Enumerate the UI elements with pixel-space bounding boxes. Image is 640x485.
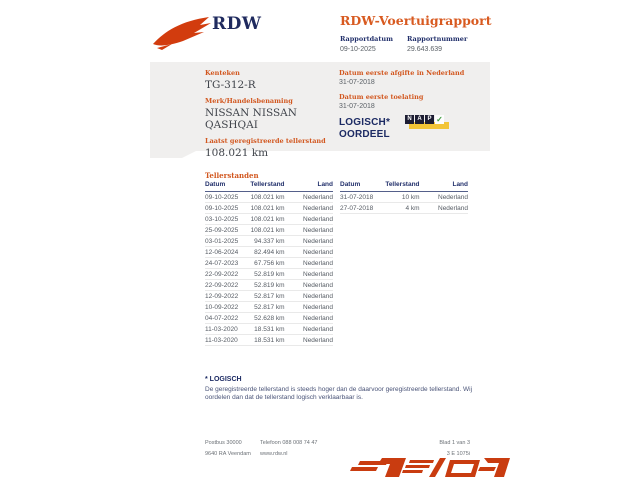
nap-check-icon: ✓ — [436, 115, 443, 124]
cell-tellerstand: 108.021 km — [243, 192, 298, 203]
rdw-speedlines-graphic-icon — [348, 454, 518, 479]
cell-datum: 22-09-2022 — [205, 269, 243, 280]
cell-land: Nederland — [299, 269, 333, 280]
cell-land: Nederland — [434, 192, 468, 203]
cell-datum: 09-10-2025 — [205, 192, 243, 203]
merk-line2: QASHQAI — [205, 119, 258, 131]
report-meta — [340, 35, 467, 53]
cell-datum: 31-07-2018 — [340, 192, 378, 203]
cell-tellerstand: 108.021 km — [243, 203, 298, 214]
nap-letter-n: N — [405, 115, 414, 124]
table-row — [205, 214, 333, 225]
cell-tellerstand: 67.756 km — [243, 258, 298, 269]
nap-letter-p: P — [425, 115, 434, 124]
tellerstanden-table-left — [205, 181, 333, 346]
report-date-value: 09-10-2025 — [340, 46, 376, 53]
table-row — [205, 203, 333, 214]
table-row — [205, 291, 333, 302]
cell-land: Nederland — [299, 214, 333, 225]
table-row — [205, 236, 333, 247]
cell-land: Nederland — [299, 291, 333, 302]
col-header-datum: Datum — [205, 181, 243, 192]
page-title: RDW-Voertuigrapport — [340, 13, 492, 28]
nap-logo — [405, 115, 449, 131]
cell-datum: 10-09-2022 — [205, 302, 243, 313]
nap-letter-a: A — [415, 115, 424, 124]
brand-wordmark: RDW — [212, 14, 262, 34]
cell-land: Nederland — [299, 203, 333, 214]
toelating-value: 31-07-2018 — [339, 103, 375, 110]
cell-tellerstand: 18.531 km — [243, 335, 298, 346]
table-row — [205, 335, 333, 346]
cell-tellerstand: 52.817 km — [243, 302, 298, 313]
report-date-label: Rapportdatum — [340, 35, 393, 43]
table-row — [205, 313, 333, 324]
cell-datum: 03-10-2025 — [205, 214, 243, 225]
table-row — [205, 280, 333, 291]
footer-website-link[interactable]: www.rdw.nl — [260, 451, 288, 457]
cell-tellerstand: 52.819 km — [243, 280, 298, 291]
rdw-logo-icon — [150, 12, 214, 54]
kenteken-label: Kenteken — [205, 69, 240, 77]
cell-datum: 03-01-2025 — [205, 236, 243, 247]
cell-tellerstand: 52.817 km — [243, 291, 298, 302]
afgifte-label: Datum eerste afgifte in Nederland — [339, 69, 465, 77]
table-row — [205, 247, 333, 258]
kenteken-value: TG-312-R — [205, 79, 256, 91]
table-row — [340, 192, 468, 203]
laatst-tellerstand-label: Laatst geregistreerde tellerstand — [205, 137, 326, 145]
nap-letter-row — [405, 115, 445, 124]
cell-datum: 24-07-2023 — [205, 258, 243, 269]
table-row — [205, 225, 333, 236]
cell-land: Nederland — [299, 302, 333, 313]
cell-tellerstand: 4 km — [378, 203, 433, 214]
footer-address-line2: 9640 RA Veendam — [205, 451, 251, 457]
table-row — [205, 269, 333, 280]
cell-land: Nederland — [299, 247, 333, 258]
cell-land: Nederland — [299, 313, 333, 324]
cell-tellerstand: 82.494 km — [243, 247, 298, 258]
footnote-body: De geregistreerde tellerstand is steeds hoger dan de daarvoor geregistreerde tellerstand. Wij oordelen dan dat de tellerstand logisch verklaarbaar is. — [205, 386, 473, 401]
col-header-tellerstand: Tellerstand — [378, 181, 433, 192]
cell-datum: 27-07-2018 — [340, 203, 378, 214]
report-number-label: Rapportnummer — [406, 35, 468, 43]
col-header-datum: Datum — [340, 181, 378, 192]
footer-address-line1: Postbus 30000 — [205, 440, 242, 446]
report-date-field — [340, 35, 393, 53]
merk-line1: NISSAN NISSAN — [205, 107, 297, 119]
report-number-value: 29.643.639 — [406, 46, 443, 53]
oordeel-line1: LOGISCH* — [339, 117, 391, 128]
cell-tellerstand: 108.021 km — [243, 225, 298, 236]
table-row — [205, 192, 333, 203]
afgifte-value: 31-07-2018 — [339, 79, 375, 86]
summary-left-column — [205, 69, 335, 165]
report-number-field — [407, 35, 467, 53]
tellerstanden-section-title: Tellerstanden — [205, 171, 259, 180]
cell-land: Nederland — [299, 236, 333, 247]
cell-tellerstand: 10 km — [378, 192, 433, 203]
cell-land: Nederland — [299, 258, 333, 269]
cell-datum: 11-03-2020 — [205, 324, 243, 335]
cell-datum: 12-09-2022 — [205, 291, 243, 302]
cell-land: Nederland — [434, 203, 468, 214]
merk-value — [205, 107, 335, 131]
col-header-tellerstand: Tellerstand — [243, 181, 298, 192]
cell-tellerstand: 18.531 km — [243, 324, 298, 335]
footer-phone: Telefoon 088 008 74 47 — [260, 440, 318, 446]
table-header-row — [340, 181, 468, 192]
cell-datum: 09-10-2025 — [205, 203, 243, 214]
cell-tellerstand: 52.628 km — [243, 313, 298, 324]
logisch-footnote — [205, 376, 490, 402]
col-header-land: Land — [434, 181, 468, 192]
footer-address — [205, 438, 260, 460]
cell-land: Nederland — [299, 335, 333, 346]
cell-datum: 12-06-2024 — [205, 247, 243, 258]
col-header-land: Land — [299, 181, 333, 192]
cell-datum: 22-09-2022 — [205, 280, 243, 291]
table-row — [205, 258, 333, 269]
table-row — [205, 324, 333, 335]
cell-land: Nederland — [299, 324, 333, 335]
cell-datum: 04-07-2022 — [205, 313, 243, 324]
laatst-tellerstand-value: 108.021 km — [205, 147, 269, 159]
merk-label: Merk/Handelsbenaming — [205, 97, 293, 105]
oordeel-line2: OORDEEL — [339, 129, 390, 140]
footnote-title: * LOGISCH — [205, 376, 242, 383]
cell-tellerstand: 52.819 km — [243, 269, 298, 280]
cell-land: Nederland — [299, 280, 333, 291]
cell-land: Nederland — [299, 192, 333, 203]
cell-datum: 11-03-2020 — [205, 335, 243, 346]
footer-form-code: 3 E 1075i — [446, 451, 470, 457]
tellerstanden-table-right — [340, 181, 468, 214]
toelating-label: Datum eerste toelating — [339, 93, 424, 101]
cell-tellerstand: 94.337 km — [243, 236, 298, 247]
table-header-row — [205, 181, 333, 192]
cell-tellerstand: 108.021 km — [243, 214, 298, 225]
table-row — [340, 203, 468, 214]
footer-page-number: Blad 1 van 3 — [439, 440, 470, 446]
cell-land: Nederland — [299, 225, 333, 236]
table-row — [205, 302, 333, 313]
cell-datum: 25-09-2025 — [205, 225, 243, 236]
